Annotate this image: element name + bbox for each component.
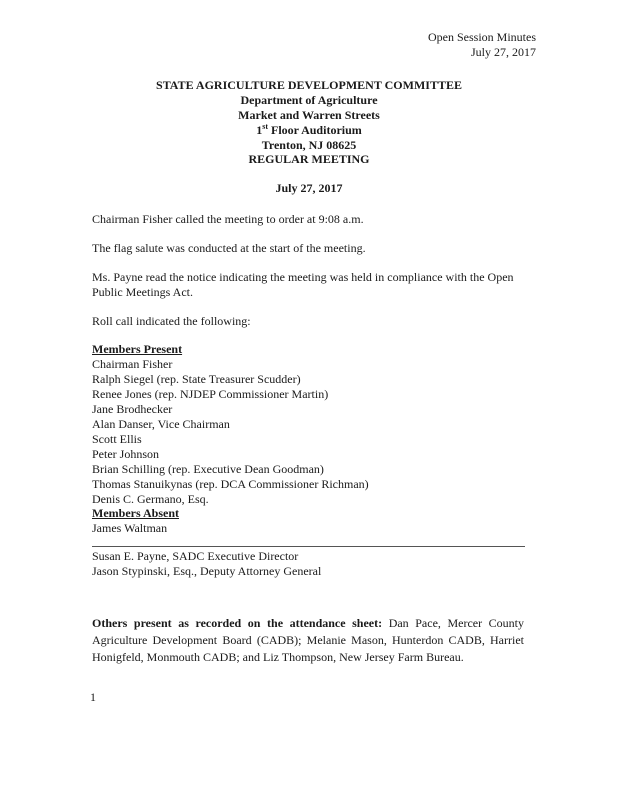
header-corner bbox=[428, 30, 536, 60]
city-state-zip: Trenton, NJ 08625 bbox=[261, 138, 357, 152]
members-absent-section bbox=[92, 506, 542, 536]
committee-name: STATE AGRICULTURE DEVELOPMENT COMMITTEE bbox=[156, 78, 462, 92]
members-present-section bbox=[92, 342, 542, 507]
member-name: Thomas Stanuikynas (rep. DCA Commissioner Richman) bbox=[92, 477, 369, 491]
member-name: Jane Brodhecker bbox=[92, 402, 173, 416]
member-name: Renee Jones (rep. NJDEP Commissioner Martin) bbox=[92, 387, 329, 401]
member-name: Ralph Siegel (rep. State Treasurer Scudder) bbox=[92, 372, 301, 386]
corner-date: July 27, 2017 bbox=[470, 45, 536, 59]
member-name: Denis C. Germano, Esq. bbox=[92, 492, 209, 506]
members-present-heading: Members Present bbox=[92, 342, 183, 356]
notice-paragraph: Ms. Payne read the notice indicating the meeting was held in compliance with the Open Public Meetings Act. bbox=[92, 270, 514, 299]
street-address: Market and Warren Streets bbox=[238, 108, 380, 122]
member-name: Alan Danser, Vice Chairman bbox=[92, 417, 230, 431]
meeting-title: REGULAR MEETING bbox=[248, 152, 370, 166]
floor-location bbox=[0, 123, 618, 138]
others-present-paragraph bbox=[92, 615, 524, 666]
others-present-label: Others present as recorded on the attendance sheet: bbox=[92, 616, 383, 630]
section-divider bbox=[92, 546, 525, 547]
meeting-date: July 27, 2017 bbox=[275, 181, 343, 195]
flag-salute-paragraph: The flag salute was conducted at the start of the meeting. bbox=[92, 241, 366, 255]
roll-call-paragraph: Roll call indicated the following: bbox=[92, 314, 251, 328]
member-name: Chairman Fisher bbox=[92, 357, 173, 371]
call-to-order-paragraph: Chairman Fisher called the meeting to order at 9:08 a.m. bbox=[92, 212, 364, 226]
corner-title: Open Session Minutes bbox=[428, 30, 536, 44]
committee-header bbox=[0, 78, 618, 153]
staff-name: Jason Stypinski, Esq., Deputy Attorney General bbox=[92, 564, 322, 578]
members-absent-heading: Members Absent bbox=[92, 506, 179, 520]
staff-section bbox=[92, 549, 542, 579]
member-name: Brian Schilling (rep. Executive Dean Goodman) bbox=[92, 462, 324, 476]
staff-name: Susan E. Payne, SADC Executive Director bbox=[92, 549, 299, 563]
floor-number: 1 bbox=[256, 123, 263, 137]
others-present-text: Dan Pace, Mercer County Agriculture Development Board (CADB); Melanie Mason, Hunterdon CADB, Harriet Honigfeld, Monmouth CADB; and Liz Thompson, New Jersey Farm Bureau. bbox=[92, 616, 524, 664]
member-name: Scott Ellis bbox=[92, 432, 142, 446]
floor-suffix: st bbox=[262, 122, 268, 131]
page-number: 1 bbox=[90, 690, 96, 704]
floor-name: Floor Auditorium bbox=[267, 123, 362, 137]
absent-member-name: James Waltman bbox=[92, 521, 168, 535]
department-name: Department of Agriculture bbox=[240, 93, 378, 107]
member-name: Peter Johnson bbox=[92, 447, 159, 461]
